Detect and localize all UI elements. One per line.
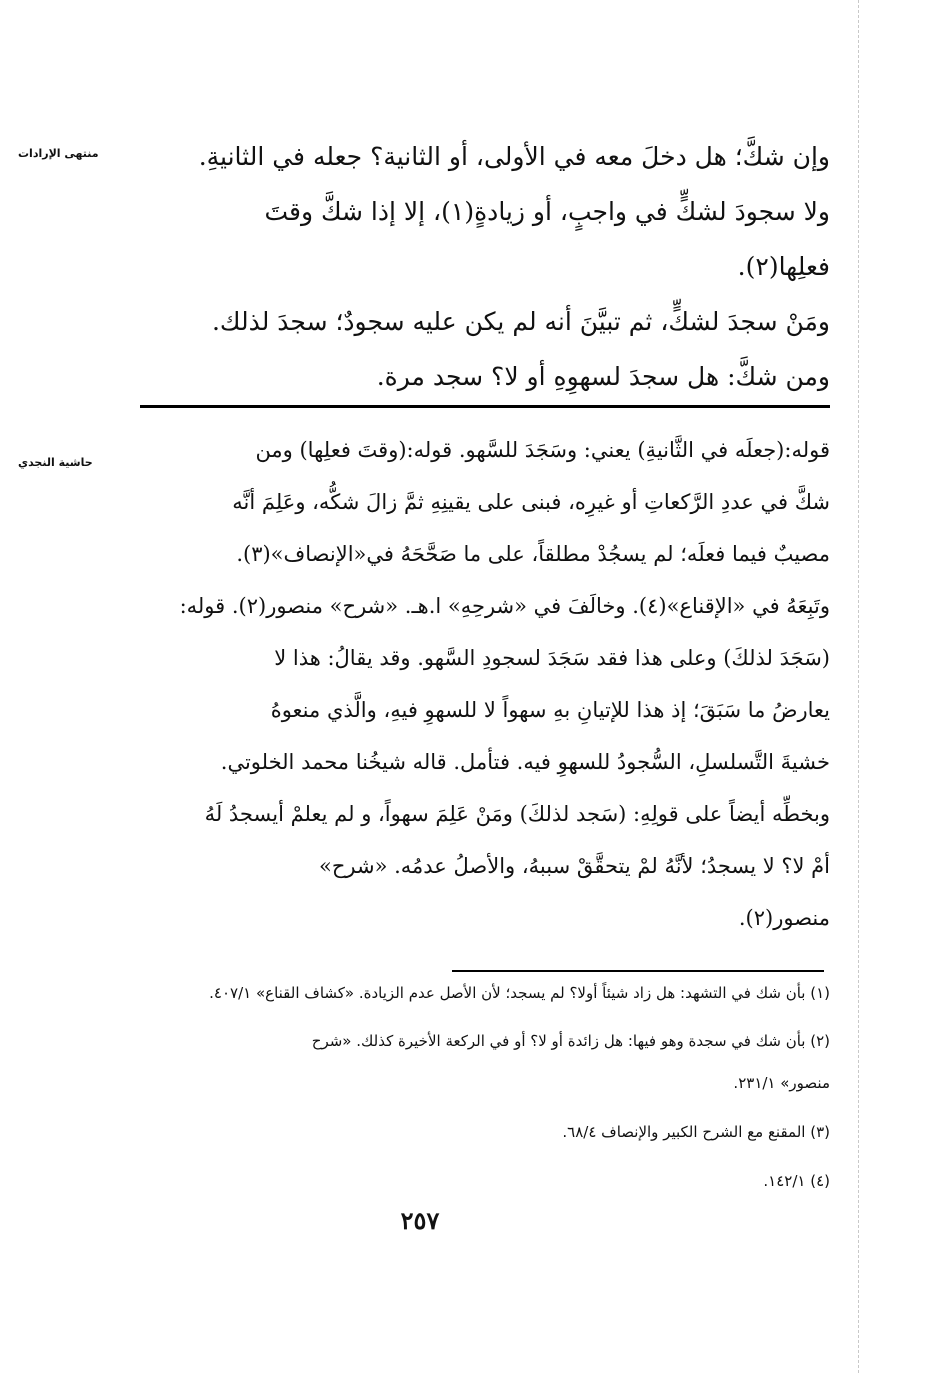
hashia-line: أمْ لا؟ لا يسجدُ؛ لأنَّهُ لمْ يتحقَّقْ سببهُ، والأصلُ عدمُه. «شرح» [318,854,830,878]
hashia-line: يعارضُ ما سَبَقَ؛ إذ هذا للإتيانِ بهِ سهواً لا للسهوِ فيهِ، والَّذي منعوهُ [270,698,830,722]
hashia-line: شكَّ في عددِ الرَّكعاتِ أو غيرِه، فبنى على يقينِهِ ثمَّ زالَ شكُّه، وعَلِمَ أنَّه [232,490,830,514]
hashia-line: قوله:(جعلَه في الثَّانيةِ) يعني: وسَجَدَ للسَّهو. قوله:(وقتَ فعلِها) ومن [255,438,830,462]
margin-note-matn: منتهى الإرادات [18,147,99,160]
footnote-line: (١) بأن شك في التشهد: هل زاد شيئاً أولا؟ لم يسجد؛ لأن الأصل عدم الزيادة. «كشاف القناع» ٤٠٧/١. [209,984,830,1002]
footnote-line: (٤) ١٤٢/١. [763,1172,830,1190]
page-edge-dashed-line [858,0,859,1373]
matn-line: ولا سجودَ لشكٍّ في واجبٍ، أو زيادةٍ(١)، إلا إذا شكَّ وقتَ [264,197,830,226]
hashia-line: وبخطِّه أيضاً على قولِهِ: (سَجد لذلكَ) ومَنْ عَلِمَ سهواً، و لم يعلمْ أيسجدُ لَهُ [204,802,830,826]
matn-line: وإن شكَّ؛ هل دخلَ معه في الأولى، أو الثانية؟ جعله في الثانيةِ. [198,142,830,171]
matn-line: ومَنْ سجدَ لشكٍّ، ثم تبيَّنَ أنه لم يكن عليه سجودٌ؛ سجدَ لذلك. [211,307,830,336]
hashia-line: خشيةَ التَّسلسلِ، السُّجودُ للسهوِ فيه. فتأمل. قاله شيخُنا محمد الخلوتي. [220,750,830,774]
margin-note-hashia: حاشية النجدي [18,456,93,469]
hashia-line: (سَجَدَ لذلكَ) وعلى هذا فقد سَجَدَ لسجودِ السَّهو. وقد يقالُ: هذا لا [274,646,830,670]
hashia-line: وتَبِعَهُ في «الإقناع»(٤). وخالَفَ في «شرحِهِ» ا.هـ. «شرح» منصور(٢). قوله: [179,594,830,618]
section-divider [140,405,830,408]
footnote-line: (٣) المقنع مع الشرح الكبير والإنصاف ٦٨/٤. [562,1123,830,1141]
page-number: ٢٥٧ [400,1206,440,1235]
hashia-line: مصيبٌ فيما فعلَه؛ لم يسجُدْ مطلقاً، على ما صَحَّحَهُ في«الإنصاف»(٣). [236,542,830,566]
footnote-line: (٢) بأن شك في سجدة وهو فيها: هل زائدة أو لا؟ أو في الركعة الأخيرة كذلك. «شرح [311,1032,830,1050]
footnote-divider [452,970,824,972]
hashia-line: منصور(٢). [738,906,830,930]
footnote-line: منصور» ٢٣١/١. [733,1074,830,1092]
matn-line: فعلِها(٢). [737,252,830,281]
matn-line: ومن شكَّ: هل سجدَ لسهوِهِ أو لا؟ سجد مرة. [376,362,830,391]
